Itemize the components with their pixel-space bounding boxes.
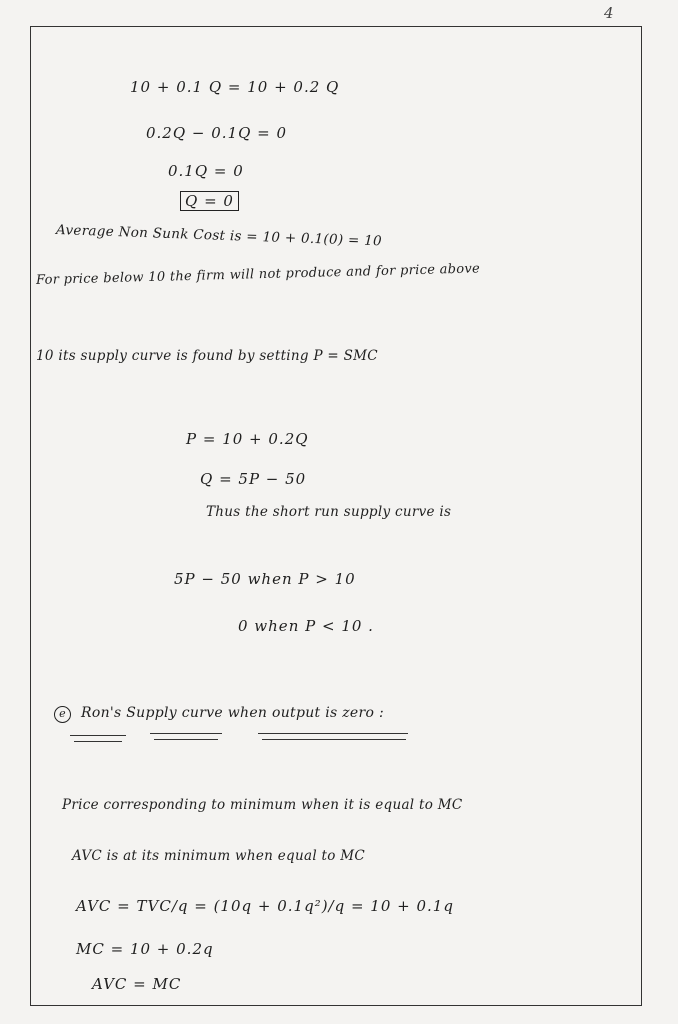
- underline-3: [150, 733, 222, 734]
- part-heading-text: Ron's Supply curve when output is zero :: [81, 705, 384, 721]
- thus-line: Thus the short run supply curve is: [206, 504, 452, 520]
- underline-6: [262, 739, 406, 740]
- underline-4: [154, 739, 218, 740]
- part-heading: [54, 705, 384, 723]
- underline-5: [258, 733, 408, 734]
- equation-3: 0.1Q = 0: [168, 162, 244, 180]
- price-equation: P = 10 + 0.2Q: [186, 430, 309, 448]
- page-number: 4: [604, 4, 614, 22]
- equation-2: 0.2Q − 0.1Q = 0: [146, 124, 288, 142]
- avc-equation: AVC = TVC/q = (10q + 0.1q²)/q = 10 + 0.1q: [76, 897, 454, 915]
- price-line-1: For price below 10 the firm will not produce and for price above: [35, 261, 481, 288]
- mc-equation: MC = 10 + 0.2q: [76, 940, 214, 958]
- equation-1: 10 + 0.1 Q = 10 + 0.2 Q: [130, 78, 340, 96]
- quantity-equation: Q = 5P − 50: [200, 470, 307, 488]
- average-cost-line: Average Non Sunk Cost is = 10 + 0.1(0) = 10: [55, 222, 383, 250]
- supply-case-2: 0 when P < 10 .: [238, 617, 374, 635]
- avc-equals-mc: AVC = MC: [92, 975, 182, 993]
- price-corresponding-line: Price corresponding to minimum when it is equal to MC: [62, 797, 463, 813]
- part-label: e: [54, 706, 71, 723]
- underline-1: [70, 735, 126, 736]
- supply-case-1: 5P − 50 when P > 10: [174, 570, 356, 588]
- avc-minimum-line: AVC is at its minimum when equal to MC: [72, 848, 366, 864]
- underline-2: [74, 741, 122, 742]
- price-line-2: 10 its supply curve is found by setting P = SMC: [36, 348, 378, 364]
- boxed-result: [180, 192, 239, 210]
- boxed-result-text: Q = 0: [180, 191, 239, 211]
